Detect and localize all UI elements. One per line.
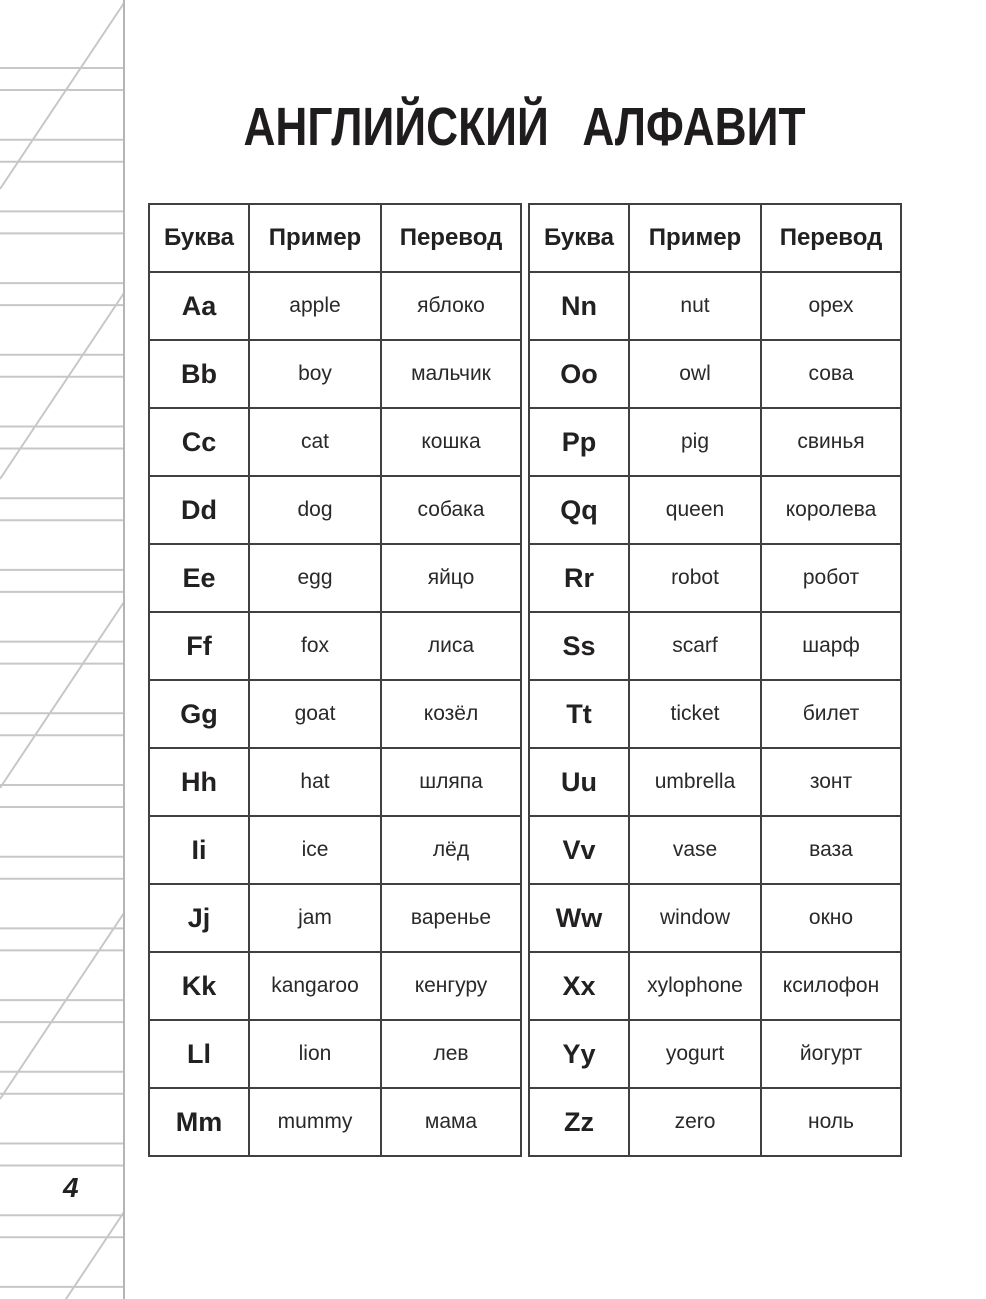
translation-cell: свинья [761, 408, 901, 476]
translation-cell: лиса [381, 612, 521, 680]
example-cell: hat [249, 748, 381, 816]
translation-cell: робот [761, 544, 901, 612]
translation-cell: собака [381, 476, 521, 544]
letter-cell: Ee [149, 544, 249, 612]
translation-cell: зонт [761, 748, 901, 816]
letter-cell: Dd [149, 476, 249, 544]
table-row [149, 544, 521, 612]
translation-cell: мальчик [381, 340, 521, 408]
table-row [529, 272, 901, 340]
translation-cell: окно [761, 884, 901, 952]
translation-cell: билет [761, 680, 901, 748]
table-row [149, 476, 521, 544]
table-row [529, 340, 901, 408]
table-row [149, 612, 521, 680]
alphabet-table-a-m [148, 203, 522, 1157]
example-cell: boy [249, 340, 381, 408]
table-row [529, 884, 901, 952]
example-cell: window [629, 884, 761, 952]
example-cell: mummy [249, 1088, 381, 1156]
letter-cell: Vv [529, 816, 629, 884]
table-row [529, 816, 901, 884]
example-cell: zero [629, 1088, 761, 1156]
page-number: 4 [63, 1172, 79, 1203]
alphabet-table-n-z [528, 203, 902, 1157]
translation-cell: орех [761, 272, 901, 340]
example-cell: queen [629, 476, 761, 544]
table-row [149, 816, 521, 884]
example-cell: egg [249, 544, 381, 612]
translation-cell: яйцо [381, 544, 521, 612]
example-cell: lion [249, 1020, 381, 1088]
table-row [149, 1088, 521, 1156]
table-row [529, 952, 901, 1020]
translation-cell: королева [761, 476, 901, 544]
table-row [149, 340, 521, 408]
translation-cell: ксилофон [761, 952, 901, 1020]
table-row [149, 884, 521, 952]
table-row [149, 680, 521, 748]
table-row [529, 612, 901, 680]
example-cell: xylophone [629, 952, 761, 1020]
letter-cell: Ww [529, 884, 629, 952]
example-cell: ice [249, 816, 381, 884]
example-cell: owl [629, 340, 761, 408]
letter-cell: Qq [529, 476, 629, 544]
letter-cell: Jj [149, 884, 249, 952]
letter-cell: Zz [529, 1088, 629, 1156]
letter-cell: Hh [149, 748, 249, 816]
translation-cell: ноль [761, 1088, 901, 1156]
translation-cell: ваза [761, 816, 901, 884]
column-header-translation: Перевод [761, 204, 901, 272]
translation-cell: мама [381, 1088, 521, 1156]
letter-cell: Ll [149, 1020, 249, 1088]
example-cell: scarf [629, 612, 761, 680]
translation-cell: сова [761, 340, 901, 408]
example-cell: umbrella [629, 748, 761, 816]
example-cell: ticket [629, 680, 761, 748]
column-header-letter: Буква [529, 204, 629, 272]
table-row [529, 748, 901, 816]
column-header-letter: Буква [149, 204, 249, 272]
table-row [149, 272, 521, 340]
example-cell: yogurt [629, 1020, 761, 1088]
letter-cell: Ff [149, 612, 249, 680]
table-header-row [529, 204, 901, 272]
example-cell: nut [629, 272, 761, 340]
margin-ruling [0, 0, 126, 1299]
table-row [529, 1088, 901, 1156]
table-row [529, 680, 901, 748]
letter-cell: Uu [529, 748, 629, 816]
table-row [149, 1020, 521, 1088]
letter-cell: Rr [529, 544, 629, 612]
translation-cell: шляпа [381, 748, 521, 816]
page-title: АНГЛИЙСКИЙ АЛФАВИТ [243, 97, 806, 157]
example-cell: kangaroo [249, 952, 381, 1020]
column-header-example: Пример [629, 204, 761, 272]
letter-cell: Xx [529, 952, 629, 1020]
letter-cell: Mm [149, 1088, 249, 1156]
letter-cell: Tt [529, 680, 629, 748]
column-header-example: Пример [249, 204, 381, 272]
example-cell: goat [249, 680, 381, 748]
translation-cell: шарф [761, 612, 901, 680]
table-row [529, 1020, 901, 1088]
table-row [149, 408, 521, 476]
example-cell: cat [249, 408, 381, 476]
translation-cell: кошка [381, 408, 521, 476]
example-cell: fox [249, 612, 381, 680]
table-row [149, 748, 521, 816]
letter-cell: Cc [149, 408, 249, 476]
translation-cell: лев [381, 1020, 521, 1088]
table-row [149, 952, 521, 1020]
example-cell: jam [249, 884, 381, 952]
letter-cell: Kk [149, 952, 249, 1020]
translation-cell: козёл [381, 680, 521, 748]
letter-cell: Aa [149, 272, 249, 340]
letter-cell: Bb [149, 340, 249, 408]
table-row [529, 408, 901, 476]
table-row [529, 476, 901, 544]
table-header-row [149, 204, 521, 272]
letter-cell: Nn [529, 272, 629, 340]
letter-cell: Ii [149, 816, 249, 884]
translation-cell: яблоко [381, 272, 521, 340]
letter-cell: Gg [149, 680, 249, 748]
table-row [529, 544, 901, 612]
example-cell: vase [629, 816, 761, 884]
translation-cell: йогурт [761, 1020, 901, 1088]
example-cell: pig [629, 408, 761, 476]
letter-cell: Ss [529, 612, 629, 680]
translation-cell: варенье [381, 884, 521, 952]
translation-cell: кенгуру [381, 952, 521, 1020]
translation-cell: лёд [381, 816, 521, 884]
column-header-translation: Перевод [381, 204, 521, 272]
example-cell: dog [249, 476, 381, 544]
example-cell: robot [629, 544, 761, 612]
example-cell: apple [249, 272, 381, 340]
letter-cell: Pp [529, 408, 629, 476]
letter-cell: Yy [529, 1020, 629, 1088]
letter-cell: Oo [529, 340, 629, 408]
